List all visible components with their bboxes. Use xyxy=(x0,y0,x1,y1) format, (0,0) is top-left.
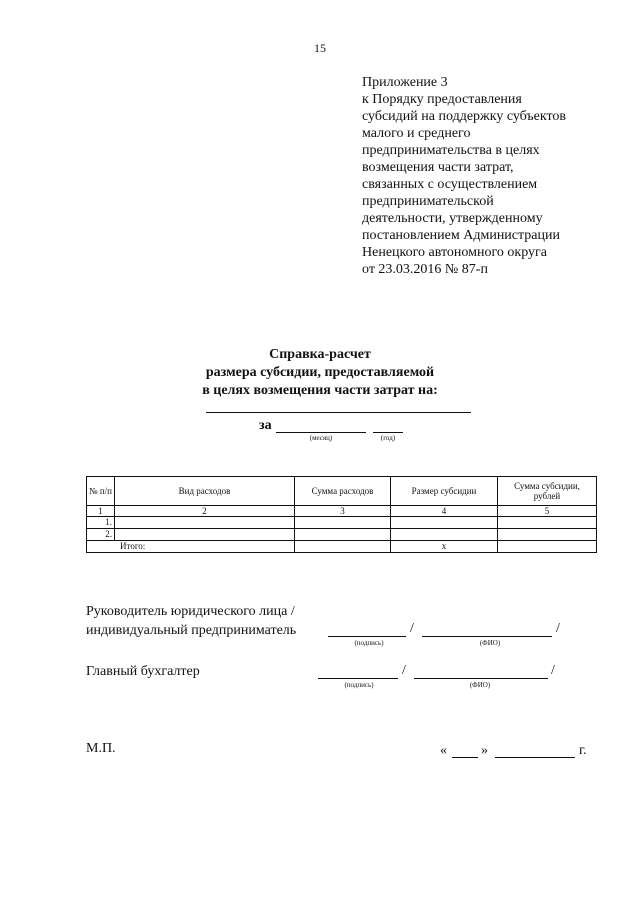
date-day-line xyxy=(452,757,478,758)
appendix-line: предпринимательской xyxy=(362,194,494,209)
header-cell-subsidy-size: Размер субсидии xyxy=(391,477,498,506)
appendix-block xyxy=(362,74,632,278)
table-row xyxy=(87,517,597,529)
head-signature-line xyxy=(328,636,406,637)
accountant-slash: / xyxy=(402,663,406,678)
head-title-line1: Руководитель юридического лица / xyxy=(86,604,295,619)
date-year-suffix: г. xyxy=(579,743,587,758)
title-line: в целях возмещения части затрат на: xyxy=(202,383,438,398)
appendix-line: постановлением Администрации xyxy=(362,228,560,243)
accountant-fio-line xyxy=(414,678,548,679)
head-slash-end: / xyxy=(556,621,560,636)
table-header-row xyxy=(87,477,597,506)
column-number: 2 xyxy=(115,506,295,517)
month-caption: (месяц) xyxy=(309,434,333,442)
column-number: 1 xyxy=(87,506,115,517)
accountant-fio-caption: (ФИО) xyxy=(469,681,491,689)
accountant-slash-end: / xyxy=(551,663,555,678)
head-signature-caption: (подпись) xyxy=(354,639,384,647)
row-number: 1. xyxy=(87,517,115,529)
date-quote-close: » xyxy=(481,743,488,758)
appendix-line: Ненецкого автономного округа xyxy=(362,245,547,260)
year-blank-line xyxy=(373,432,403,433)
column-number: 4 xyxy=(391,506,498,517)
header-cell-expense-sum: Сумма расходов xyxy=(295,477,391,506)
table-cell xyxy=(498,529,597,541)
column-number: 3 xyxy=(295,506,391,517)
total-expense-sum xyxy=(295,541,391,553)
purpose-blank-line xyxy=(206,412,471,413)
calculation-table xyxy=(86,476,597,553)
page-number: 15 xyxy=(314,41,326,55)
stamp-place-label: М.П. xyxy=(86,741,116,756)
appendix-line: Приложение 3 xyxy=(362,75,448,90)
year-caption: (год) xyxy=(380,434,396,442)
total-subsidy-sum xyxy=(498,541,597,553)
appendix-line: деятельности, утвержденному xyxy=(362,211,543,226)
table-cell xyxy=(391,517,498,529)
date-month-line xyxy=(495,757,575,758)
accountant-signature-caption: (подпись) xyxy=(344,681,374,689)
table-cell xyxy=(295,517,391,529)
title-line: Справка-расчет xyxy=(269,347,371,362)
appendix-line: от 23.03.2016 № 87-п xyxy=(362,262,488,277)
table-cell xyxy=(391,529,498,541)
header-cell-subsidy-sum: Сумма субсидии, рублей xyxy=(498,477,597,506)
date-quote-open: « xyxy=(440,743,447,758)
head-slash: / xyxy=(410,621,414,636)
table-row xyxy=(87,529,597,541)
month-blank-line xyxy=(276,432,366,433)
header-cell-expense-type: Вид расходов xyxy=(115,477,295,506)
head-fio-caption: (ФИО) xyxy=(479,639,501,647)
accountant-signature-line xyxy=(318,678,398,679)
document-title xyxy=(0,346,640,400)
table-cell xyxy=(115,529,295,541)
period-label: за xyxy=(259,418,272,433)
head-fio-line xyxy=(422,636,552,637)
total-label: Итого: xyxy=(87,541,295,553)
table-cell xyxy=(115,517,295,529)
title-line: размера субсидии, предоставляемой xyxy=(205,365,435,380)
table-cell xyxy=(498,517,597,529)
accountant-title: Главный бухгалтер xyxy=(86,664,200,679)
appendix-line: к Порядку предоставления xyxy=(362,92,522,107)
appendix-line: возмещения части затрат, xyxy=(362,160,514,175)
total-subsidy-size: х xyxy=(391,541,498,553)
header-cell-number: № п/п xyxy=(87,477,115,506)
head-title-line2: индивидуальный предприниматель xyxy=(86,623,297,638)
appendix-line: субсидий на поддержку субъектов xyxy=(362,109,567,124)
appendix-line: предпринимательства в целях xyxy=(362,143,540,158)
table-column-numbers-row xyxy=(87,506,597,517)
table-cell xyxy=(295,529,391,541)
column-number: 5 xyxy=(498,506,597,517)
appendix-line: малого и среднего xyxy=(362,126,471,141)
table-total-row xyxy=(87,541,597,553)
row-number: 2. xyxy=(87,529,115,541)
appendix-line: связанных с осуществлением xyxy=(362,177,538,192)
